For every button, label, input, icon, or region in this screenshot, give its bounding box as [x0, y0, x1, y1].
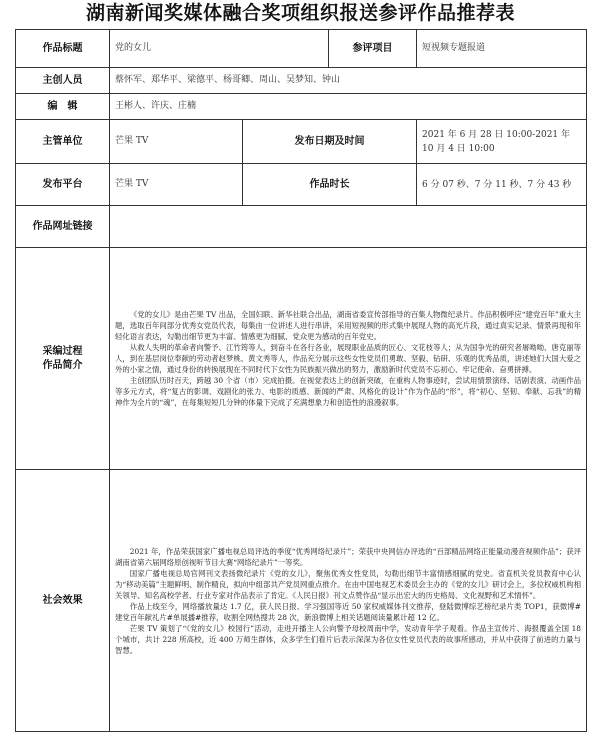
effect-paragraph: 国家广播电视总局官网刊文表扬微纪录片《党的女儿》，聚焦优秀女性党员，勾勒出细节丰富情感细腻的党史。省直机关党员教育中心认为“移动美篇”主题鲜明、制作精良，拟向中组部共产党员网重点推介。在由中国电视艺术委员会主办的《党的女儿》研讨会上，多位权威机构相关领导、知名高校学者、行业专家对作品表示了肯定。《人民日报》刊文点赞作品“显示出宏大的历史格局、文化视野和艺术情怀”。 — [115, 568, 582, 600]
row-work-title — [16, 30, 587, 68]
label-url: 作品网址链接 — [16, 206, 110, 248]
page-title: 湖南新闻奖媒体融合奖项组织报送参评作品推荐表 — [85, 2, 515, 24]
label-publish-date: 发布日期及时间 — [243, 120, 417, 164]
label-creators: 主创人员 — [16, 68, 110, 94]
label-supervisor: 主管单位 — [16, 120, 110, 164]
value-url — [110, 206, 587, 248]
process-paragraph: 《党的女儿》是由芒果 TV 出品，全国妇联、新华社联合出品，湖南省委宣传部指导的百集人物微纪录片。作品积极呼应“建党百年”重大主题，选取百年间部分优秀女党员代表，每集由一位讲述人进行串讲，采用短视频的形式集中展现人物的高光片段，通过真实记录、情景再现和年轻化语言表达，勾勒出细节更为丰富、情感更为细腻、党众更为感动的百年党史。 — [115, 310, 582, 341]
row-editors — [16, 94, 587, 120]
row-effect — [16, 470, 587, 732]
value-supervisor: 芒果 TV — [110, 120, 243, 164]
effect-paragraph: 作品上线至今，网络播放量达 1.7 亿，获人民日报、学习强国等近 50 家权威媒体刊文推荐，登陆微博综艺榜纪录片类 TOP1，获微博#建党百年献礼片#单展播#推荐，收割全网热搜共 28 次，新浪微博上相关话题阅读量累计超 12 亿。 — [115, 601, 582, 622]
row-supervisor — [16, 120, 587, 164]
value-editors: 王彬人、许庆、庄楠 — [110, 94, 587, 120]
value-category: 短视频专题报道 — [417, 30, 587, 68]
label-effect: 社会效果 — [16, 470, 110, 732]
label-category: 参评项目 — [329, 30, 417, 68]
value-platform: 芒果 TV — [110, 164, 243, 206]
label-process: 采编过程 作品简介 — [16, 248, 110, 470]
process-paragraph: 主创团队历时百天，跨越 30 个省（市）完成拍摄。在视觉表达上的创新突破，在重构人物事迹时，尝试用情景演绎、话剧表演、动画作品等多元方式，将“复古的影调、戏剧化的张力、电影的质感、新闻的严肃、风格化的设计”作为作品的“形”，将“初心、坚韧、奉献、忘我”的精神作为全片的“魂”，在每集短短几分钟的体量下完成了充满想象力和创造性的浪漫叙事。 — [115, 376, 582, 407]
process-paragraph: 从救人失明的革命者向警予、江竹筠等人，到奋斗在各行各业，展现职业品质的匠心、文花枝等人；从为国争光的研究者屠呦呦、唐克丽等人，到在基层岗位奉献的劳动者赵梦桃、黄文秀等人，作品充分展示这些女性党员们勇敢、坚毅、钻研、乐观的优秀品质，讲述她们大国大爱之外的小家之情，通过身份的转换展现在不同时代下女性为民族振兴做出的努力，激励新时代党员不忘初心、牢记使命、奋勇拼搏。 — [115, 343, 582, 374]
label-work-title: 作品标题 — [16, 30, 110, 68]
row-platform — [16, 164, 587, 206]
row-url — [16, 206, 587, 248]
value-creators: 蔡怀军、郑华平、梁德平、杨哥卿、周山、吴梦知、钟山 — [110, 68, 587, 94]
row-process — [16, 248, 587, 470]
process-text — [110, 248, 587, 470]
value-duration: 6 分 07 秒、7 分 11 秒、7 分 43 秒 — [417, 164, 587, 206]
effect-paragraph: 2021 年，作品荣获国家广播电视总局评选的季度“优秀网络纪录片”；荣获中央网信办评选的“百部精品网络正能量动漫音视频作品”；获评湖南省第六届网络原创视听节目大赛“网络纪录片”一等奖。 — [115, 546, 582, 567]
effect-paragraph: 芒果 TV 策划了“《党的女儿》校园行”活动，走进开播主人公向警予母校周南中学，发动青年学子观看。作品主宣传片、海报覆盖全国 18 个城市，共计 228 所高校，近 400 万师生群体，众多学生们看片后表示深深为各位女性党员代表的故事所感动，并从中获得了前进的力量与智慧。 — [115, 623, 582, 655]
recommendation-form-table — [15, 29, 587, 732]
label-duration: 作品时长 — [243, 164, 417, 206]
effect-text — [110, 470, 587, 732]
value-publish-date: 2021 年 6 月 28 日 10:00-2021 年 10 月 4 日 10:00 — [417, 120, 587, 164]
label-editors: 编 辑 — [16, 94, 110, 120]
row-creators — [16, 68, 587, 94]
value-work-title: 党的女儿 — [110, 30, 329, 68]
label-platform: 发布平台 — [16, 164, 110, 206]
